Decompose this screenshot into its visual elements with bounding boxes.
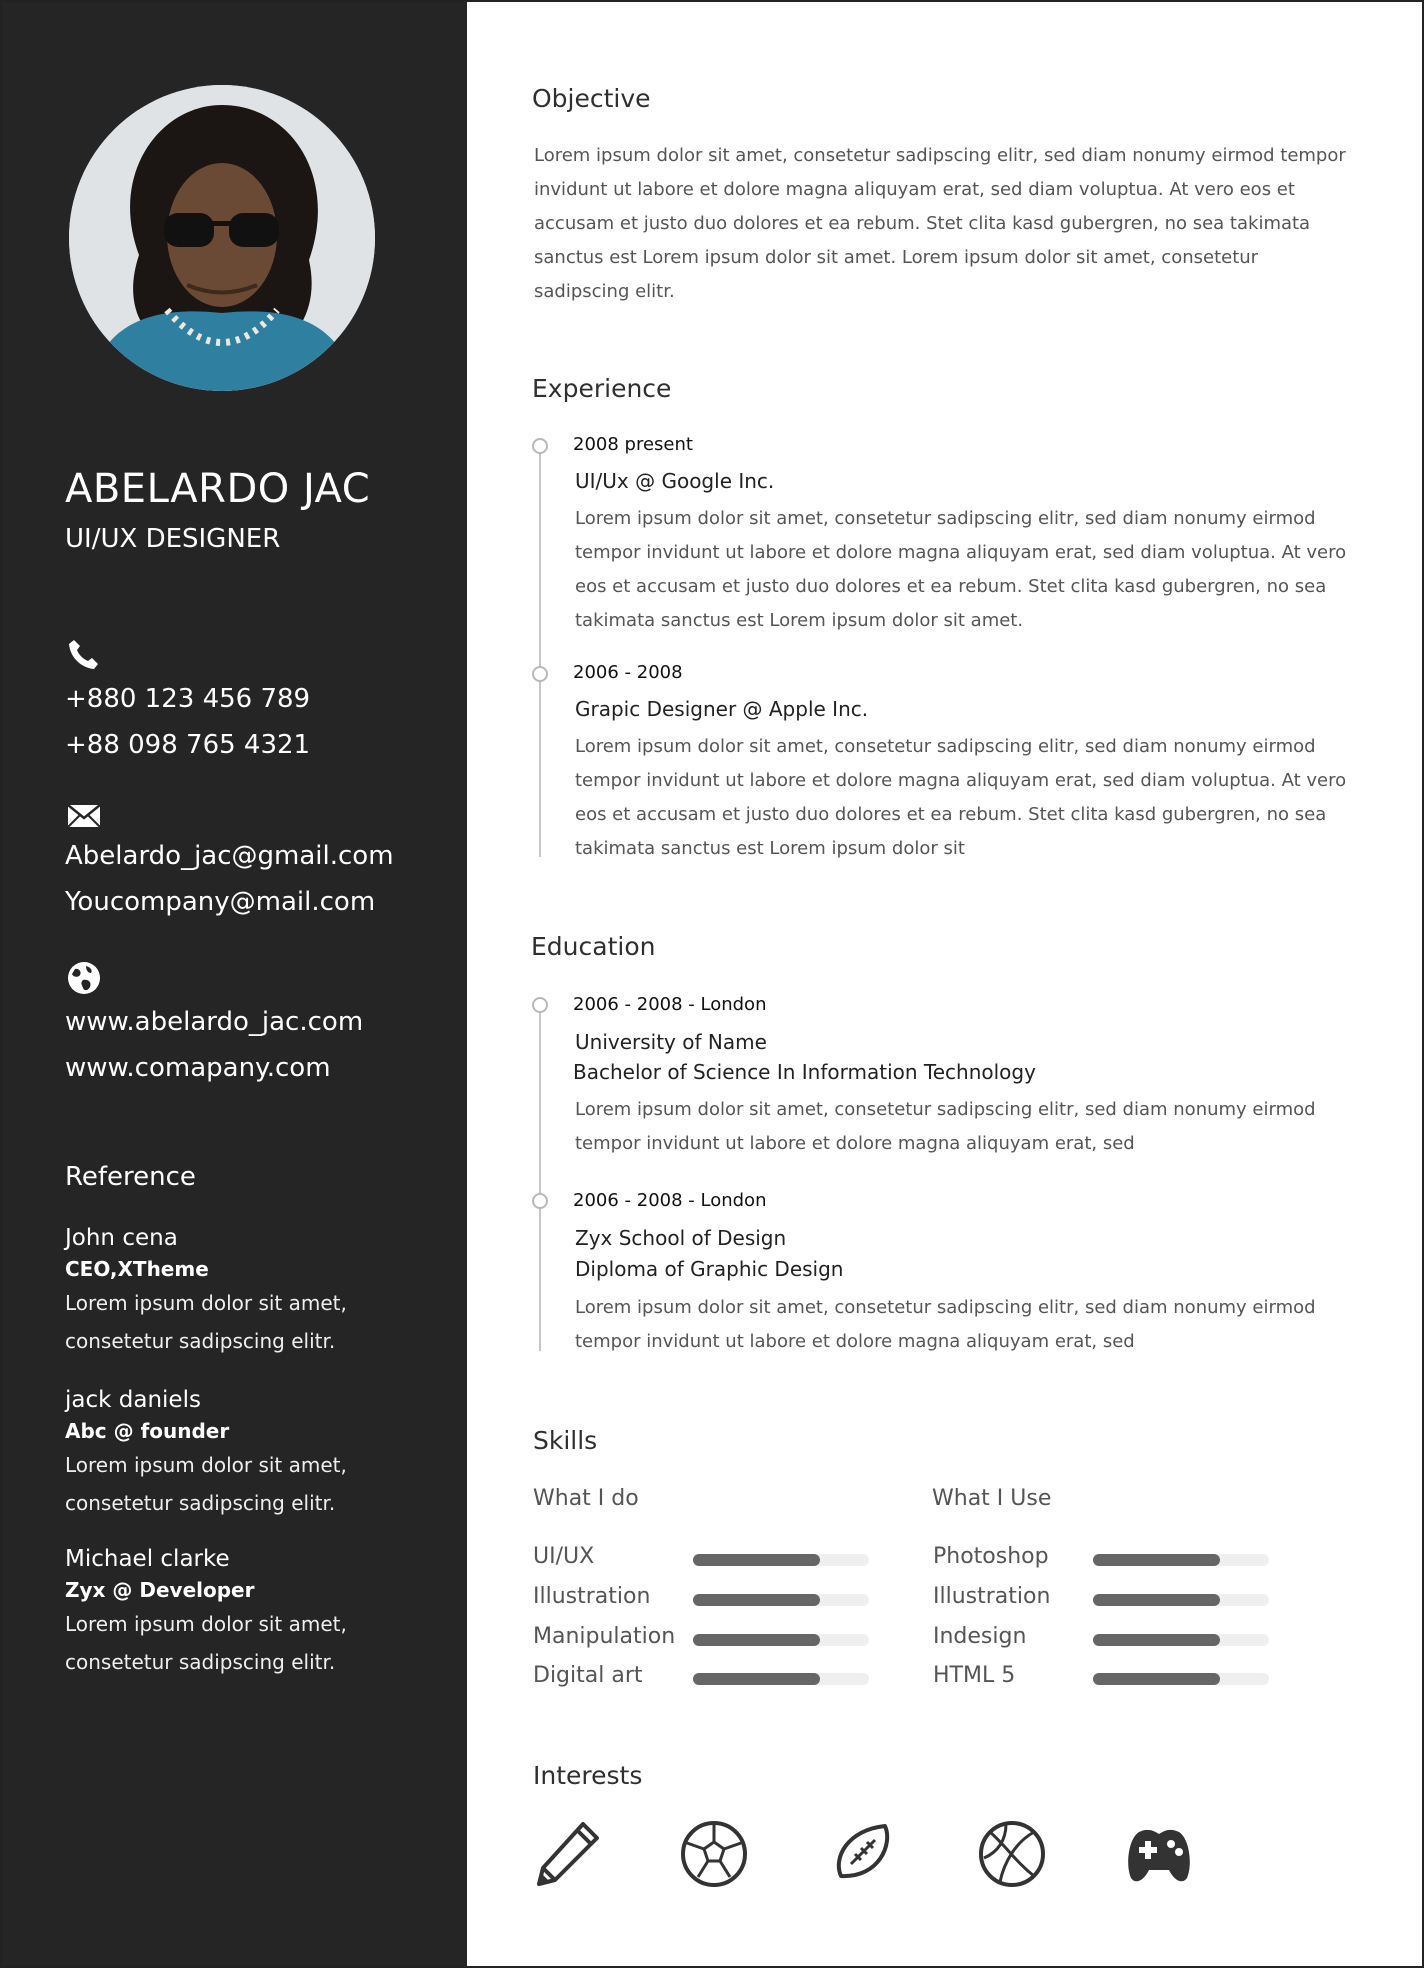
skill-use-label: Illustration [933,1584,1051,1609]
phone-1[interactable]: +880 123 456 789 [65,684,311,714]
experience-line: eos et accusam et justo duo dolores et ea rebum. Stet clita kasd gubergren, no sea [575,576,1327,597]
skill-do-bar [693,1673,869,1685]
what-i-do-title: What I do [533,1486,639,1511]
reference-name: John cena [65,1225,178,1251]
education-line: tempor invidunt ut labore et dolore magna aliquyam erat, sed [575,1331,1135,1352]
football-icon [827,1818,899,1890]
skill-use-bar [1093,1673,1269,1685]
reference-name: Michael clarke [65,1546,230,1572]
skill-do-bar-fill [693,1634,820,1646]
experience-line: Lorem ipsum dolor sit amet, consetetur sadipscing elitr, sed diam nonumy eirmod [575,736,1316,757]
skill-do-bar-fill [693,1554,820,1566]
skill-use-label: Indesign [933,1624,1027,1649]
education-text [575,1093,1316,1161]
skill-do-label: Digital art [533,1663,643,1688]
experience-line: tempor invidunt ut labore et dolore magna aliquyam erat, sed diam voluptua. At vero [575,770,1347,791]
basketball-icon [976,1818,1048,1890]
education-text [575,1291,1316,1359]
reference-title: Reference [65,1162,196,1192]
education-degree: Diploma of Graphic Design [575,1257,844,1281]
sidebar [2,2,467,1966]
objective-line: sanctus est Lorem ipsum dolor sit amet. Lorem ipsum dolor sit amet, consetetur [534,247,1259,268]
reference-text: Lorem ipsum dolor sit amet, [65,1612,347,1636]
experience-line: eos et accusam et justo duo dolores et ea rebum. Stet clita kasd gubergren, no sea [575,804,1327,825]
skill-use-bar-fill [1093,1634,1220,1646]
education-date: 2006 - 2008 - London [573,1190,767,1211]
skills-title: Skills [533,1426,598,1455]
skill-use-bar-fill [1093,1594,1220,1606]
objective-text [534,139,1346,309]
envelope-icon [66,798,102,834]
reference-role: Abc @ founder [65,1419,230,1443]
skill-use-bar-fill [1093,1673,1220,1685]
skill-use-label: Photoshop [933,1544,1049,1569]
timeline-dot [532,666,548,682]
experience-timeline [539,445,541,857]
experience-line: tempor invidunt ut labore et dolore magna aliquyam erat, sed diam voluptua. At vero [575,542,1347,563]
education-title: Education [531,932,656,961]
globe-icon [66,960,102,996]
skill-do-label: UI/UX [533,1544,595,1569]
gamepad-icon [1123,1818,1195,1890]
main-content [467,2,1422,1966]
experience-line: takimata sanctus est Lorem ipsum dolor sit amet. [575,610,1024,631]
what-i-use-title: What I Use [932,1486,1052,1511]
person-role: UI/UX DESIGNER [65,524,281,554]
avatar [69,85,375,391]
phone-icon [66,636,102,672]
skill-do-bar [693,1554,869,1566]
soccer-ball-icon [678,1818,750,1890]
experience-date: 2008 present [573,434,693,455]
education-degree: Bachelor of Science In Information Technology [573,1060,1036,1084]
website-1[interactable]: www.abelardo_jac.com [65,1007,364,1037]
education-line: tempor invidunt ut labore et dolore magna aliquyam erat, sed [575,1133,1135,1154]
skill-use-bar [1093,1594,1269,1606]
reference-text: Lorem ipsum dolor sit amet, [65,1291,347,1315]
reference-role: CEO,XTheme [65,1257,209,1281]
skill-do-bar [693,1594,869,1606]
skill-use-label: HTML 5 [933,1663,1016,1688]
timeline-dot [532,997,548,1013]
objective-title: Objective [532,84,651,113]
person-name: ABELARDO JAC [65,466,371,512]
education-line: Lorem ipsum dolor sit amet, consetetur sadipscing elitr, sed diam nonumy eirmod [575,1297,1316,1318]
experience-title: Experience [532,374,672,403]
education-school: Zyx School of Design [575,1226,787,1250]
reference-text: Lorem ipsum dolor sit amet, [65,1453,347,1477]
skill-use-bar-fill [1093,1554,1220,1566]
reference-item [65,1543,445,1681]
objective-line: sadipscing elitr. [534,281,675,302]
skill-do-label: Manipulation [533,1624,676,1649]
education-timeline [539,1005,541,1351]
experience-text [575,730,1346,866]
objective-line: accusam et justo duo dolores et ea rebum. Stet clita kasd gubergren, no sea takimata [534,213,1311,234]
skill-use-bar [1093,1554,1269,1566]
experience-line: Lorem ipsum dolor sit amet, consetetur sadipscing elitr, sed diam nonumy eirmod [575,508,1316,529]
timeline-dot [532,438,548,454]
experience-line: takimata sanctus est Lorem ipsum dolor sit [575,838,965,859]
education-date: 2006 - 2008 - London [573,994,767,1015]
skill-do-bar-fill [693,1673,820,1685]
reference-text: consetetur sadipscing elitr. [65,1329,336,1353]
website-2[interactable]: www.comapany.com [65,1053,331,1083]
reference-role: Zyx @ Developer [65,1578,255,1602]
education-school: University of Name [575,1030,767,1054]
reference-text: consetetur sadipscing elitr. [65,1491,336,1515]
pencil-icon [531,1818,603,1890]
reference-name: jack daniels [65,1387,201,1413]
reference-text: consetetur sadipscing elitr. [65,1650,336,1674]
experience-date: 2006 - 2008 [573,662,683,683]
education-line: Lorem ipsum dolor sit amet, consetetur sadipscing elitr, sed diam nonumy eirmod [575,1099,1316,1120]
objective-line: Lorem ipsum dolor sit amet, consetetur sadipscing elitr, sed diam nonumy eirmod tempor [534,145,1346,166]
reference-item [65,1222,445,1360]
interests-title: Interests [533,1761,643,1790]
email-1[interactable]: Abelardo_jac@gmail.com [65,841,394,871]
objective-line: invidunt ut labore et dolore magna aliquyam erat, sed diam voluptua. At vero eos et [534,179,1295,200]
timeline-dot [532,1193,548,1209]
phone-2[interactable]: +88 098 765 4321 [65,730,311,760]
reference-item [65,1384,445,1522]
experience-role: UI/Ux @ Google Inc. [575,469,775,493]
skill-use-bar [1093,1634,1269,1646]
skill-do-bar [693,1634,869,1646]
experience-role: Grapic Designer @ Apple Inc. [575,697,869,721]
skill-do-label: Illustration [533,1584,651,1609]
email-2[interactable]: Youcompany@mail.com [65,887,376,917]
profile-photo [69,85,375,391]
experience-text [575,502,1346,638]
skill-do-bar-fill [693,1594,820,1606]
